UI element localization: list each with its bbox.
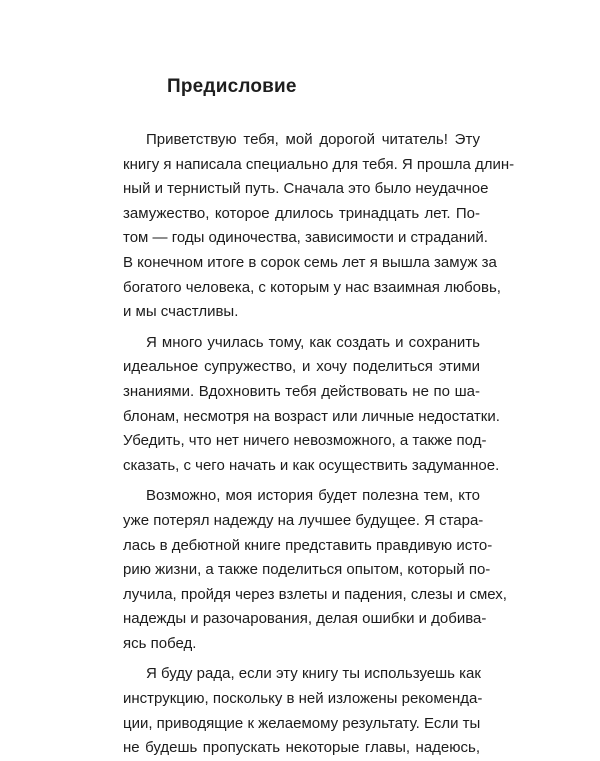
text-line: уже потерял надежду на лучшее будущее. Я стара- <box>123 511 484 529</box>
body-text <box>123 128 515 761</box>
text-line: идеальное супружество, и хочу поделиться этими <box>123 358 480 376</box>
page-title: Предисловие <box>167 76 297 97</box>
paragraph-4 <box>123 662 483 760</box>
text-line: Я буду рада, если эту книгу ты используешь как <box>146 665 481 683</box>
text-line: рию жизни, а также поделиться опытом, который по- <box>123 561 491 579</box>
text-line: надежды и разочарования, делая ошибки и добива- <box>123 610 487 628</box>
paragraph-3 <box>123 484 507 656</box>
text-line: В конечном итоге в сорок семь лет я вышла замуж за <box>123 253 497 271</box>
text-line: замужество, которое длилось тринадцать лет. По- <box>123 204 480 222</box>
paragraph-2 <box>123 331 500 479</box>
text-line: книгу я написала специально для тебя. Я прошла длин- <box>123 155 515 173</box>
text-line: том — годы одиночества, зависимости и страданий. <box>123 229 488 247</box>
text-line: Я много училась тому, как создать и сохранить <box>146 333 480 351</box>
text-line: лась в дебютной книге представить правдивую исто- <box>123 536 493 554</box>
text-line: знаниями. Вдохновить тебя действовать не по ша- <box>123 382 480 400</box>
text-line: богатого человека, с которым у нас взаимная любовь, <box>123 278 501 296</box>
text-line: ции, приводящие к желаемому результату. Если ты <box>123 714 481 732</box>
paragraph-1 <box>123 128 515 325</box>
text-line: блонам, несмотря на возраст или личные недостатки. <box>123 407 500 425</box>
text-line: Приветствую тебя, мой дорогой читатель! Эту <box>146 131 480 148</box>
text-line: сказать, с чего начать и как осуществить задуманное. <box>123 456 500 474</box>
text-line: Убедить, что нет ничего невозможного, а также под- <box>123 432 487 450</box>
text-line: ный и тернистый путь. Сначала это было неудачное <box>123 180 489 198</box>
text-line: лучила, пройдя через взлеты и падения, слезы и смех, <box>123 585 507 603</box>
text-line: ясь побед. <box>123 634 197 652</box>
text-line: не будешь пропускать некоторые главы, надеюсь, <box>123 739 480 757</box>
text-line: инструкцию, поскольку в ней изложены рекоменда- <box>123 690 483 708</box>
text-line: Возможно, моя история будет полезна тем, кто <box>146 487 480 505</box>
text-line: и мы счастливы. <box>123 303 239 321</box>
